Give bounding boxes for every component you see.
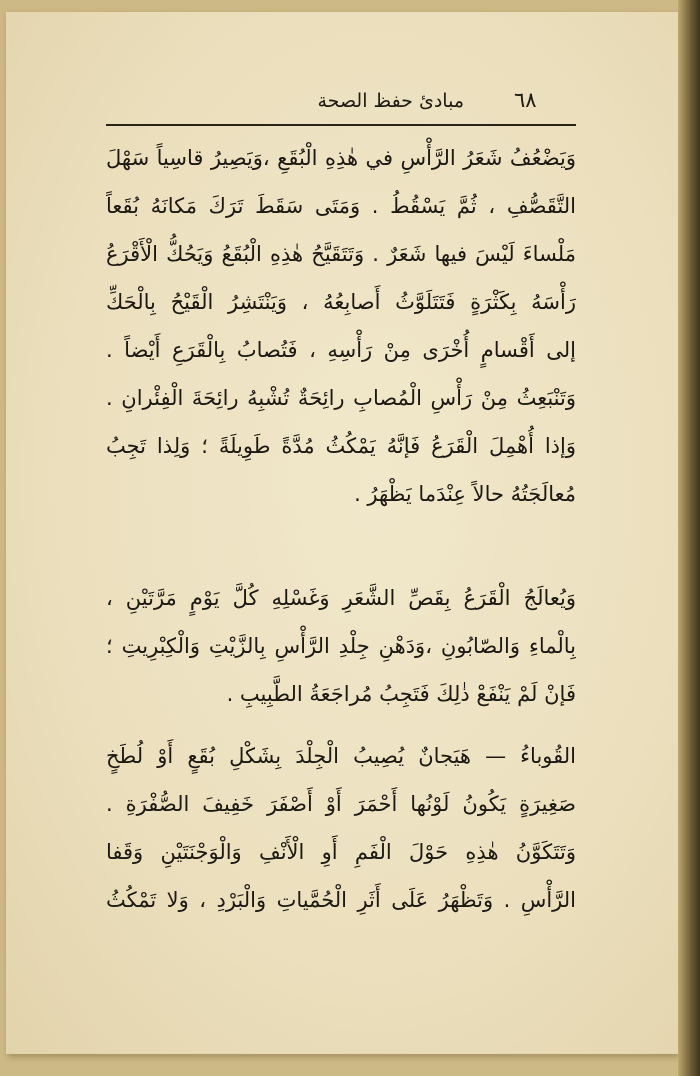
paragraph-ringworm-symptoms: [106, 134, 576, 518]
text-line: وَتَنْبَعِثُ مِنْ رَأْسِ الْمُصابِ رائِحَةٌ تُشْبِهُ رائِحَةَ الْفِئْرانِ .: [106, 386, 576, 410]
text-line: القُوباءُ — هَيَجانٌ يُصِيبُ الْجِلْدَ بِشَكْلِ بُقَعٍ أَوْ لُطَخٍ: [106, 744, 576, 768]
page-number: ٦٨: [514, 88, 537, 112]
text-line: صَغِيرَةٍ يَكُونُ لَوْنُها أَحْمَرَ أَوْ أَصْفَرَ خَفِيفَ الصُّفْرَةِ .: [106, 792, 576, 816]
text-line: التَّقَصُّفِ ، ثُمَّ يَسْقُطُ . وَمَتَى سَقَطَ تَرَكَ مَكانَهُ بُقَعاً: [106, 194, 576, 218]
text-line: إلى أَقْسامٍ أُخْرَى مِنْ رَأْسِهِ ، فَتُصابُ بِالْقَرَعِ أَيْضاً .: [106, 338, 576, 362]
text-line: فَإنْ لَمْ يَنْفَعْ ذٰلِكَ فَتَجِبُ مُراجَعَةُ الطَّبِيبِ .: [226, 682, 576, 706]
text-line: الرَّأْسِ . وَتَظْهَرُ عَلَى أَثَرِ الْحُمَّياتِ وَالْبَرْدِ ، وَلا تَمْكُثُ: [106, 888, 576, 912]
header-rule: [106, 124, 576, 126]
text-line: وَيُعالَجُ الْقَرَعُ بِقَصِّ الشَّعَرِ وَغَسْلِهِ كُلَّ يَوْمٍ مَرَّتَيْنِ ،: [106, 586, 576, 610]
book-page: [6, 12, 678, 1054]
paragraph-ringworm-treatment: [106, 574, 576, 718]
book-edge-shadow: [678, 0, 700, 1076]
text-line: رَأْسَهُ بِكَثْرَةٍ فَتَتَلَوَّثُ أَصابِعُهُ ، وَيَنْتَشِرُ الْقَيْحُ بِالْحَكِّ: [106, 290, 576, 314]
text-line: وَإذا أُهْمِلَ الْقَرَعُ فَإنَّهُ يَمْكُثُ مُدَّةً طَوِيلَةً ؛ وَلِذا تَجِبُ: [106, 434, 576, 458]
text-line: وَيَضْعُفُ شَعَرُ الرَّأْسِ في هٰذِهِ الْبُقَعِ ،وَيَصِيرُ قاسِياً سَهْلَ: [106, 146, 576, 170]
running-title: مبادئ حفظ الصحة: [317, 90, 464, 112]
text-line: بِالْماءِ وَالصّابُونِ ،وَدَهْنِ جِلْدِ الرَّأْسِ بِالزَّيْتِ وَالْكِبْرِيتِ ؛: [106, 634, 576, 658]
text-line: مُعالَجَتُهُ حالاً عِنْدَما يَظْهَرُ .: [354, 482, 576, 506]
page-header: [6, 88, 678, 124]
text-line: وَتَتَكَوَّنُ هٰذِهِ حَوْلَ الْفَمِ أَوِ الْأَنْفِ وَالْوَجْنَتَيْنِ وَقَفا: [106, 840, 576, 864]
text-line: مَلْساءَ لَيْسَ فيها شَعَرٌ . وَتَتَقَيَّحُ هٰذِهِ الْبُقَعُ وَيَحُكُّ الْأَقْرَعُ: [106, 242, 576, 266]
paragraph-impetigo: [106, 732, 576, 924]
